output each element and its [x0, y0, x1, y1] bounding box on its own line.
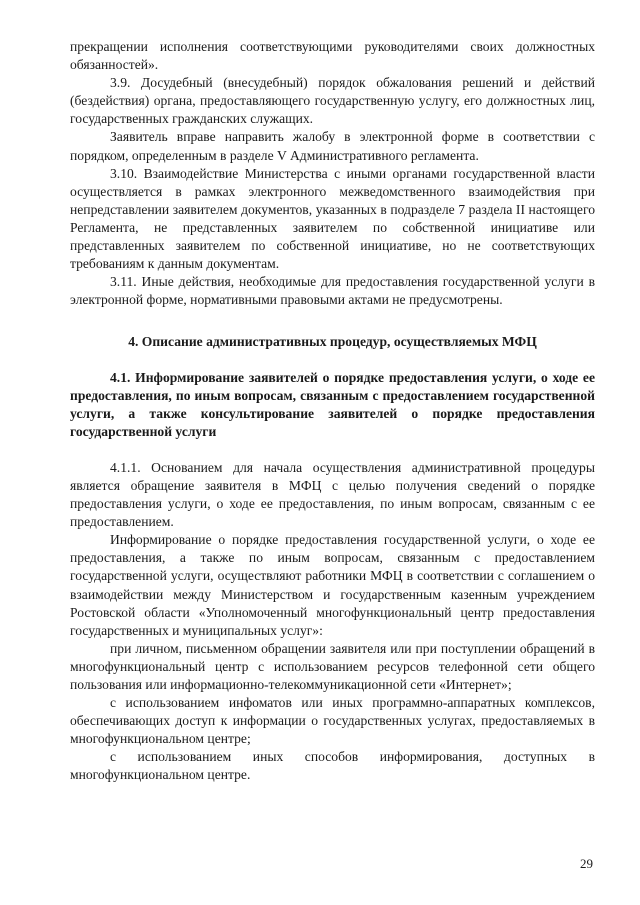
spacer [70, 441, 595, 459]
continued-paragraph: прекращении исполнения соответствующими руководителями своих должностных обязанностей». [70, 39, 595, 73]
list-item-infomats: с использованием инфоматов или иных программно-аппаратных комплексов, обеспечивающих доступ к информации о государственных услугах, предоставляемых в многофункциональном центре; [70, 695, 595, 747]
subsection-heading: 4.1. Информирование заявителей о порядке предоставления услуги, о ходе ее предоставления, по иным вопросам, связанным с предоставлением государственной услуги, а также консультирование заявителей о порядке предоставления государственной услуги [70, 369, 595, 439]
paragraph-3-10: 3.10. Взаимодействие Министерства с иными органами государственной власти осуществляется в рамках электронного межведомственного взаимодействия при непредставлении заявителем документов, указанных в подразделе 7 раздела II настоящего Регламента, не представленных заявителем по собственной инициативе или представленных заявителем по собственной инициативе, но не соответствующих требованиям к данным документам. [70, 165, 595, 272]
paragraph-3-11: 3.11. Иные действия, необходимые для предоставления государственной услуги в электронной форме, нормативными правовыми актами не предусмотрены. [70, 274, 595, 308]
list-item-personal-request: при личном, письменном обращении заявителя или при поступлении обращений в многофункциональный центр с использованием ресурсов телефонной сети общего пользования или информационно-телекоммуникационной сети «Интернет»; [70, 640, 595, 692]
list-item-other-methods: с использованием иных способов информирования, доступных в многофункциональном центре. [70, 749, 595, 783]
paragraph-4-1-1: 4.1.1. Основанием для начала осуществления административной процедуры является обращение заявителя в МФЦ с целью получения сведений о порядке предоставления услуги, о ходе ее предоставления, по иным вопросам, связанным с ее предоставлением. [70, 459, 595, 530]
paragraph-complaint: Заявитель вправе направить жалобу в электронной форме в соответствии с порядком, определенным в разделе V Административного регламента. [70, 129, 595, 163]
spacer [70, 352, 595, 369]
paragraph-informing: Информирование о порядке предоставления государственной услуги, о ходе ее предоставления, а также по иным вопросам, связанным с предоставлением государственной услуги, осуществляют работники МФЦ в соответствии с соглашением о взаимодействии между Министерством и государственным казенным учреждением Ростовской области «Уполномоченный многофункциональный центр предоставления государственных и муниципальных услуг»: [70, 532, 595, 638]
page-content [70, 38, 595, 785]
paragraph-3-9: 3.9. Досудебный (внесудебный) порядок обжалования решений и действий (бездействия) органа, предоставляющего государственную услугу, его должностных лиц, государственных гражданских служащих. [70, 75, 595, 127]
section-heading: 4. Описание административных процедур, осуществляемых МФЦ [128, 334, 537, 350]
page-number: 29 [580, 856, 593, 871]
spacer [70, 309, 595, 333]
